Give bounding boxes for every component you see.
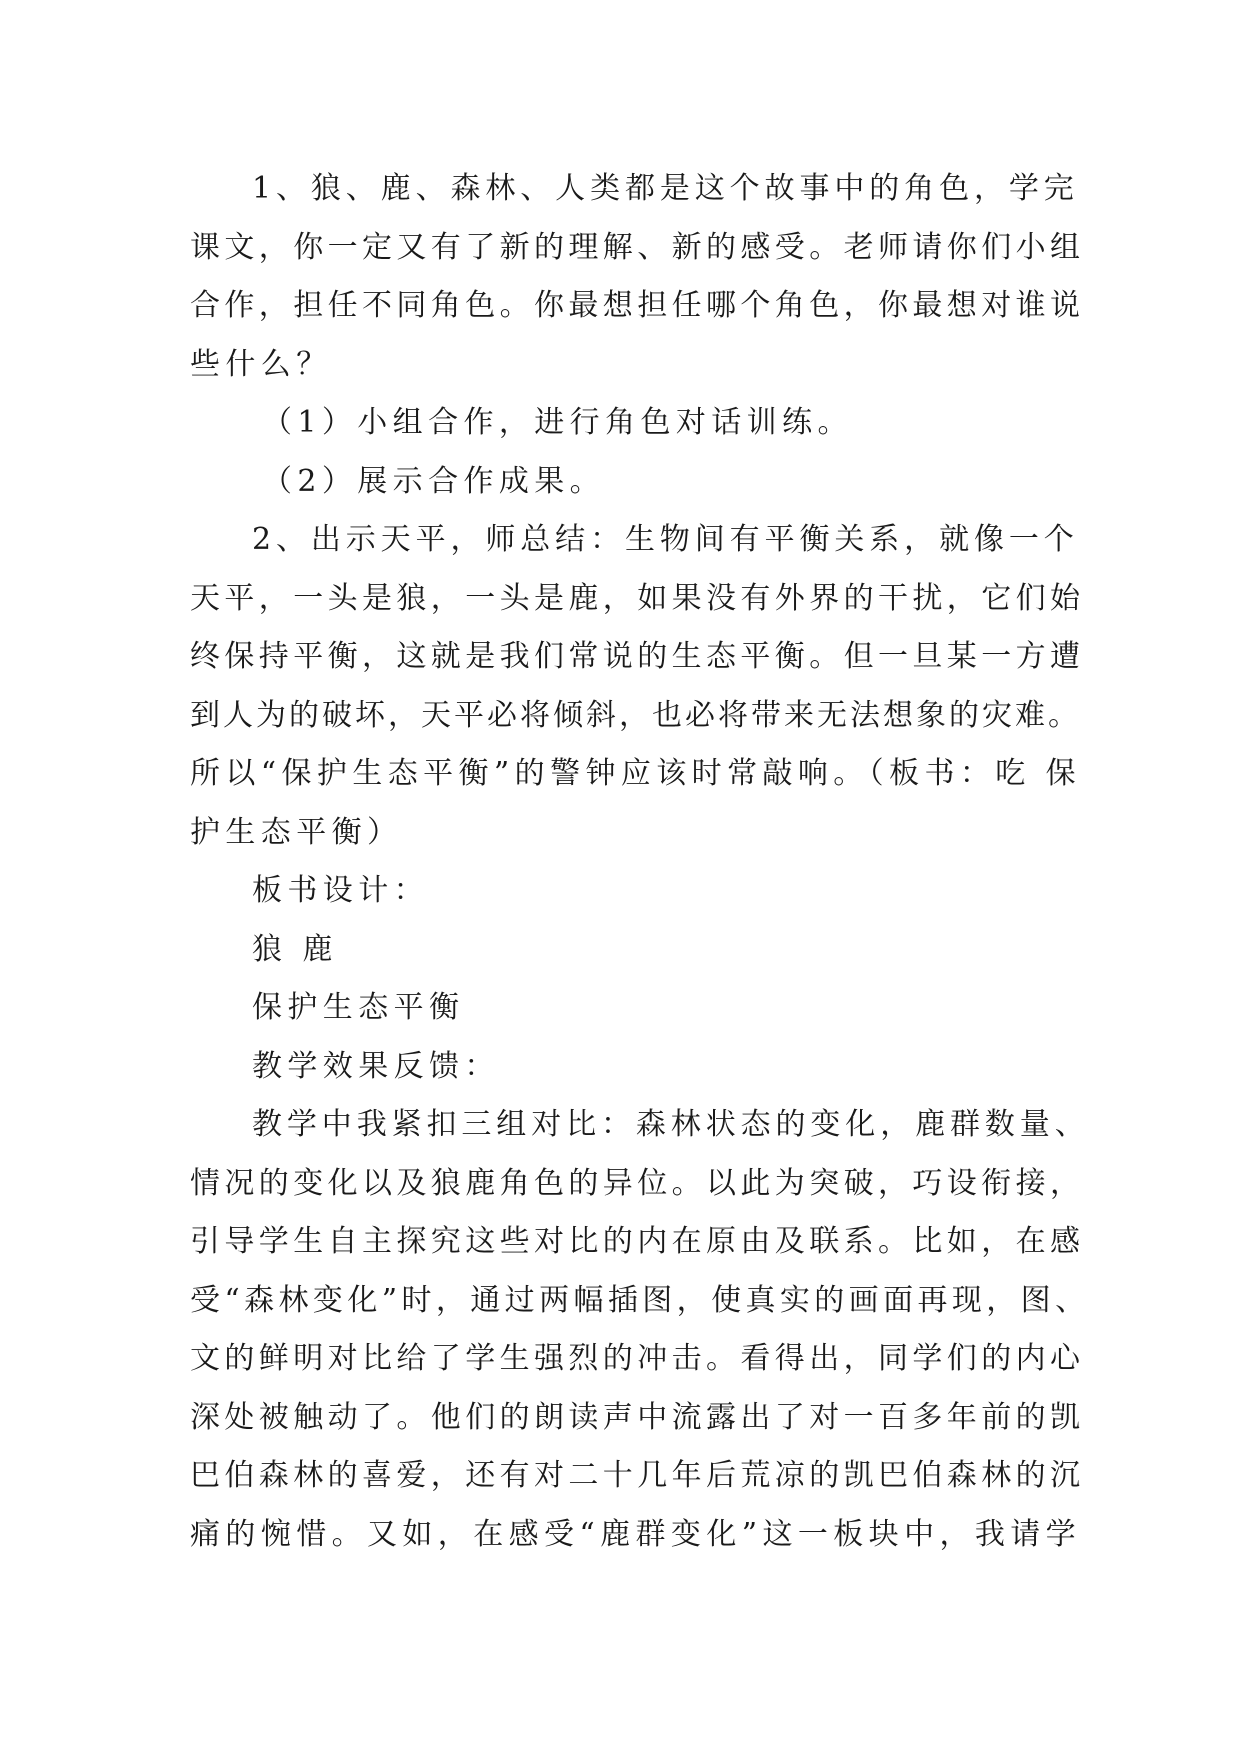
paragraph-line: 受“森林变化”时，通过两幅插图，使真实的画面再现，图、	[190, 1282, 1090, 1318]
paragraph-line: 课文，你一定又有了新的理解、新的感受。老师请你们小组	[190, 229, 1085, 265]
paragraph-line: 护生态平衡）	[190, 814, 403, 850]
paragraph-line: 合作，担任不同角色。你最想担任哪个角色，你最想对谁说	[190, 288, 1085, 323]
paragraph-line: 所以“保护生态平衡”的警钟应该时常敲响。（板书：吃 保	[190, 756, 1082, 791]
paragraph-line: 些什么？	[190, 346, 332, 382]
paragraph-line: 痛的惋惜。又如，在感受“鹿群变化”这一板块中，我请学	[190, 1516, 1082, 1552]
document-page	[190, 160, 1090, 1564]
paragraph-line: 2、出示天平，师总结：生物间有平衡关系，就像一个	[252, 522, 1079, 557]
paragraph-line: 教学中我紧扣三组对比：森林状态的变化，鹿群数量、	[252, 1107, 1090, 1142]
paragraph-line: 终保持平衡，这就是我们常说的生态平衡。但一旦某一方遭	[190, 639, 1085, 674]
section-heading: 板书设计：	[252, 873, 429, 908]
paragraph-line: 1、狼、鹿、森林、人类都是这个故事中的角色，学完	[252, 171, 1079, 206]
paragraph-line: 文的鲜明对比给了学生强烈的冲击。看得出，同学们的内心	[190, 1341, 1085, 1376]
list-item: （2）展示合作成果。	[262, 463, 606, 499]
paragraph-line: 深处被触动了。他们的朗读声中流露出了对一百多年前的凯	[190, 1399, 1085, 1435]
paragraph-line: 巴伯森林的喜爱，还有对二十几年后荒凉的凯巴伯森林的沉	[190, 1458, 1085, 1493]
board-line: 保护生态平衡	[252, 990, 465, 1025]
paragraph-line: 情况的变化以及狼鹿角色的异位。以此为突破，巧设衔接，	[190, 1165, 1085, 1201]
section-heading: 教学效果反馈：	[252, 1048, 500, 1084]
paragraph-line: 到人为的破坏，天平必将倾斜，也必将带来无法想象的灾难。	[190, 697, 1081, 733]
paragraph-line: 引导学生自主探究这些对比的内在原由及联系。比如，在感	[190, 1224, 1085, 1259]
board-line: 狼 鹿	[252, 931, 338, 967]
list-item: （1）小组合作，进行角色对话训练。	[262, 405, 853, 440]
paragraph-line: 天平，一头是狼，一头是鹿，如果没有外界的干扰，它们始	[190, 580, 1085, 616]
